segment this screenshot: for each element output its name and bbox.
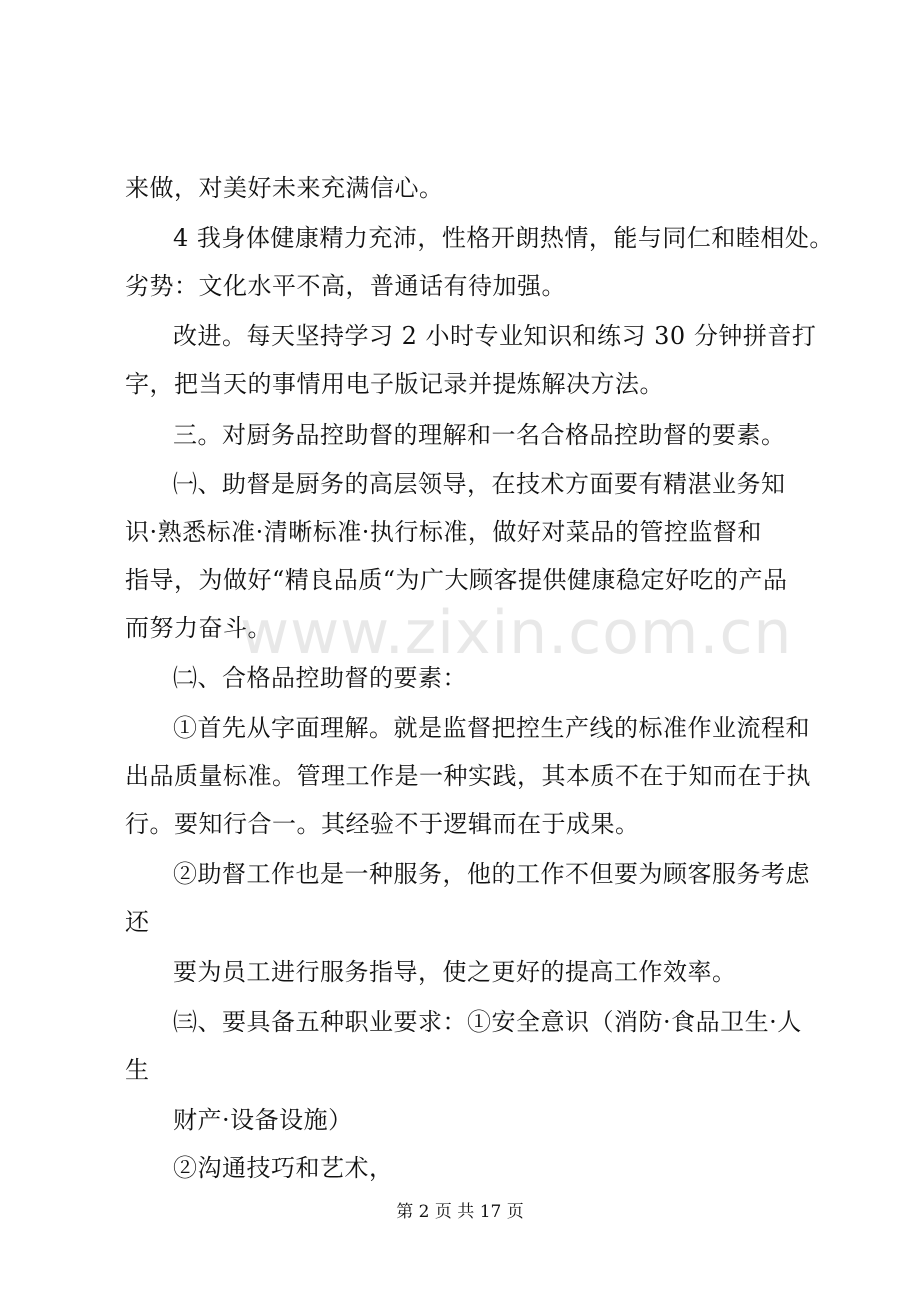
paragraph-line: 来做，对美好未来充满信心。: [125, 174, 444, 202]
paragraph-line: 指导，为做好“精良品质“为广大顾客提供健康稳定好吃的产品: [125, 566, 788, 594]
paragraph-line: 财产·设备设施）: [173, 1106, 353, 1134]
paragraph-line: 字，把当天的事情用电子版记录并提炼解决方法。: [125, 370, 664, 398]
paragraph-line: ②沟通技巧和艺术，: [173, 1154, 394, 1182]
paragraph-line: 改进。每天坚持学习 2 小时专业知识和练习 30 分钟拼音打: [173, 322, 817, 350]
page-number-footer: 第 2 页 共 17 页: [396, 1202, 524, 1222]
section-heading: 三。对厨务品控助督的理解和一名合格品控助督的要素。: [173, 421, 786, 449]
paragraph-line: ㈢、要具备五种职业要求：①安全意识（消防·食品卫生·人: [173, 1008, 802, 1036]
paragraph-line: 行。要知行合一。其经验不于逻辑而在于成果。: [125, 810, 640, 838]
paragraph-line: 生: [125, 1056, 150, 1084]
paragraph-line: ②助督工作也是一种服务，他的工作不但要为顾客服务考虑: [173, 860, 810, 888]
paragraph-line: 出品质量标准。管理工作是一种实践，其本质不在于知而在于执: [125, 762, 811, 790]
paragraph-line: 要为员工进行服务指导，使之更好的提高工作效率。: [173, 958, 737, 986]
paragraph-line: ①首先从字面理解。就是监督把控生产线的标准作业流程和: [173, 714, 810, 742]
paragraph-line: ㈡、合格品控助督的要素：: [173, 664, 467, 692]
paragraph-line: ㈠、助督是厨务的高层领导，在技术方面要有精湛业务知: [173, 470, 786, 498]
paragraph-line: 识·熟悉标准·清晰标准·执行标准，做好对菜品的管控监督和: [125, 518, 762, 546]
paragraph-line: 劣势：文化水平不高，普通话有待加强。: [125, 272, 566, 300]
paragraph-line: 还: [125, 908, 150, 936]
paragraph-line: 而努力奋斗。: [125, 614, 272, 642]
paragraph-line: 4 我身体健康精力充沛，性格开朗热情，能与同仁和睦相处。: [173, 224, 834, 252]
watermark: www.zixin.com.cn: [240, 598, 793, 668]
